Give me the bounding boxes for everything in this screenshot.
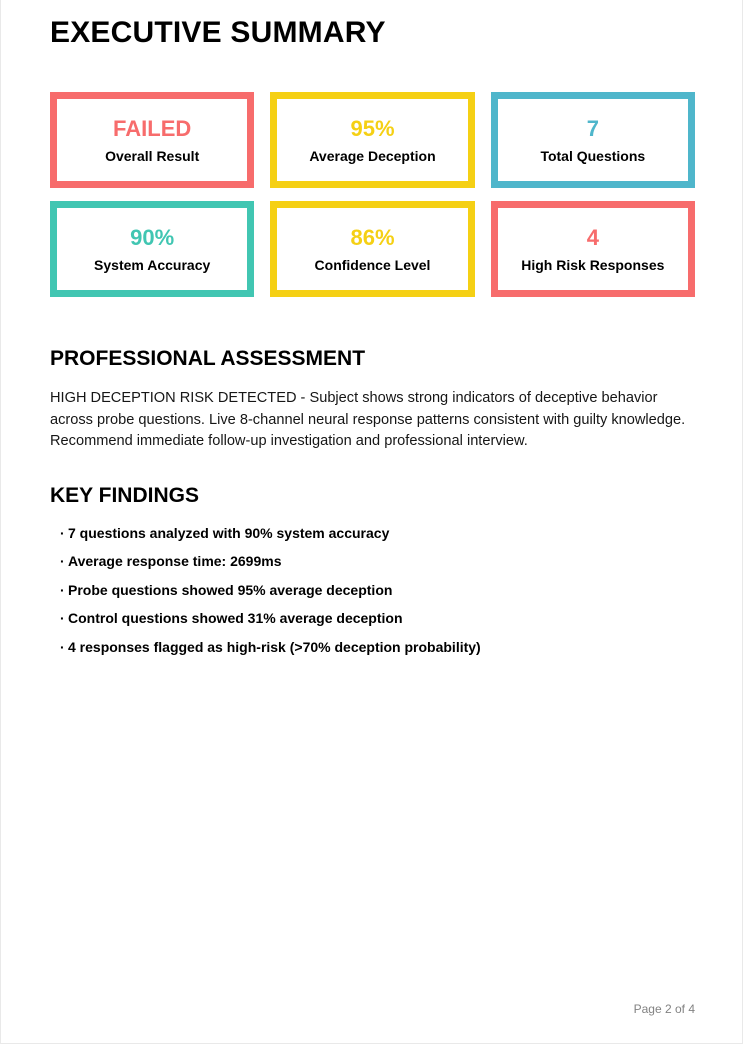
stat-card xyxy=(491,92,695,188)
stat-card-value: 95% xyxy=(350,115,395,141)
stat-card-label: Total Questions xyxy=(540,147,646,164)
stat-card xyxy=(270,92,474,188)
bullet-icon: · xyxy=(60,610,65,626)
stat-card xyxy=(270,201,474,297)
stat-card-label: System Accuracy xyxy=(94,256,211,273)
stat-card xyxy=(50,92,254,188)
bullet-icon: · xyxy=(60,581,65,598)
stat-card-label: High Risk Responses xyxy=(521,256,665,273)
finding-item: ·7 questions analyzed with 90% system accuracy xyxy=(60,524,390,541)
stat-card-label: Average Deception xyxy=(309,147,436,164)
assessment-body-text: HIGH DECEPTION RISK DETECTED - Subject shows strong indicators of deceptive behavior across probe questions. Live 8-channel neural response patterns consistent with guilty knowledge. Recommend immediate follow-up investigation and professional interview. xyxy=(50,390,686,449)
page-title: EXECUTIVE SUMMARY xyxy=(50,16,386,49)
bullet-icon: · xyxy=(60,553,65,569)
stat-card-value: 7 xyxy=(586,115,599,141)
finding-item: ·Probe questions showed 95% average deception xyxy=(60,581,393,598)
key-findings-list xyxy=(50,526,695,655)
stat-card xyxy=(50,201,254,297)
summary-stat-cards xyxy=(50,92,695,297)
finding-item: ·4 responses flagged as high-risk (>70% deception probability) xyxy=(60,638,481,655)
key-findings-section-heading: KEY FINDINGS xyxy=(50,483,199,507)
stat-card-value: 4 xyxy=(586,224,599,250)
assessment-section-heading: PROFESSIONAL ASSESSMENT xyxy=(50,347,366,370)
bullet-icon: · xyxy=(60,638,65,655)
stat-card-value: FAILED xyxy=(113,115,192,141)
finding-item: ·Control questions showed 31% average deception xyxy=(60,610,403,626)
stat-card-label: Confidence Level xyxy=(314,256,431,273)
page-number: Page 2 of 4 xyxy=(633,1002,695,1016)
finding-item: ·Average response time: 2699ms xyxy=(60,553,282,569)
stat-card xyxy=(491,201,695,297)
stat-card-value: 86% xyxy=(350,224,395,250)
bullet-icon: · xyxy=(60,524,65,541)
stat-card-label: Overall Result xyxy=(105,147,200,164)
stat-card-value: 90% xyxy=(130,224,175,250)
